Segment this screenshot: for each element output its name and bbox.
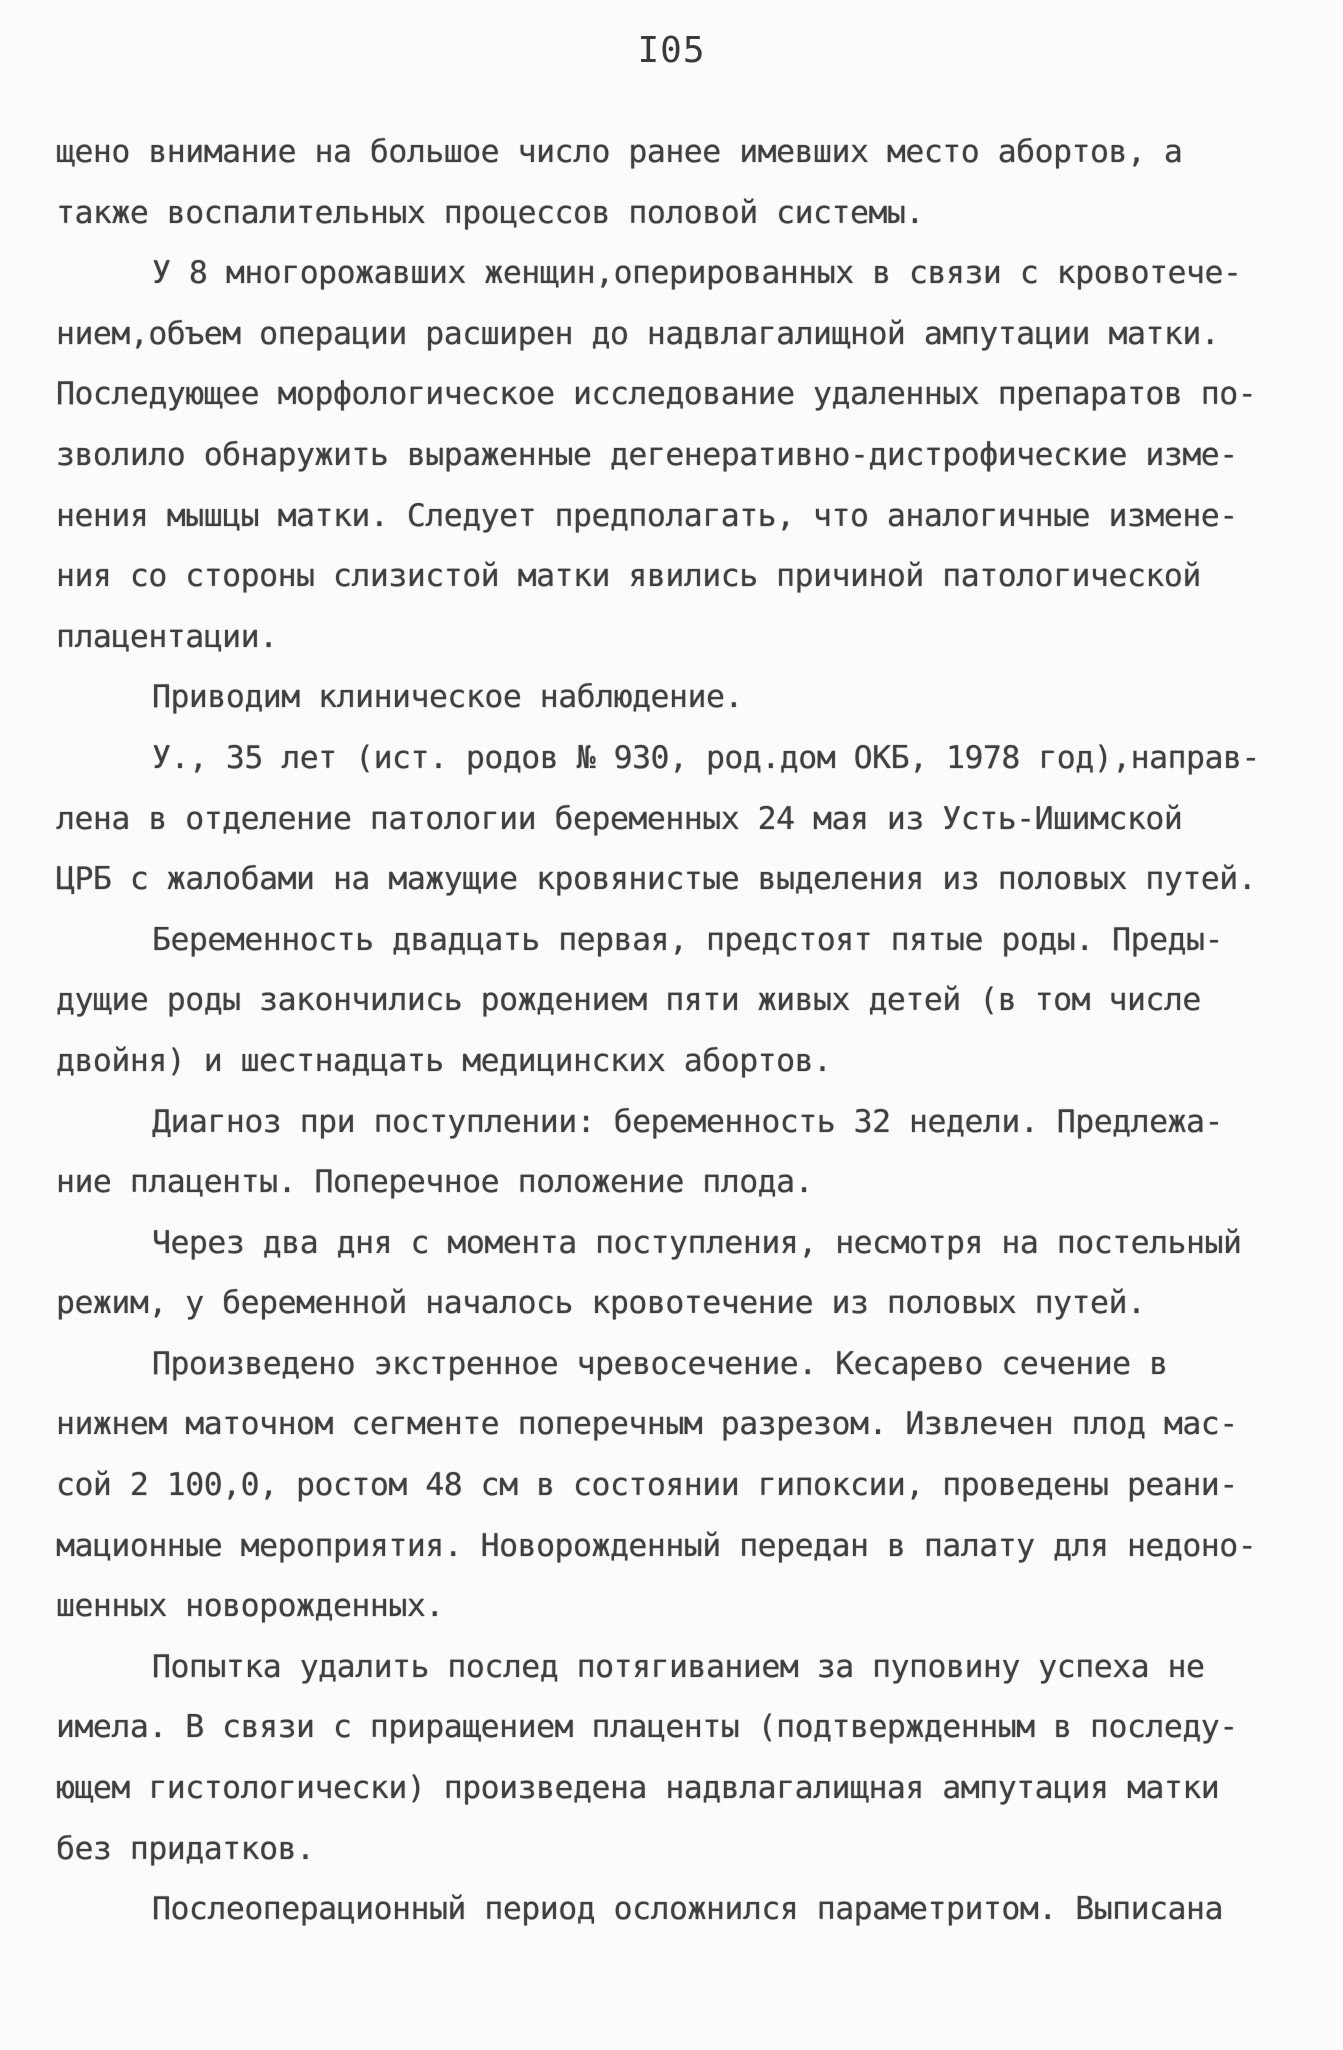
- text-line: Беременность двадцать первая, предстоят пятые роды. Преды-: [152, 921, 1223, 958]
- text-line: режим, у беременной началось кровотечение из половых путей.: [56, 1285, 1146, 1322]
- text-line: зволило обнаружить выраженные дегенеративно-дистрофические изме-: [56, 436, 1238, 473]
- text-line: дущие роды закончились рождением пяти живых детей (в том числе: [56, 982, 1201, 1019]
- text-line: шенных новорожденных.: [56, 1588, 444, 1625]
- body-text: [56, 122, 1296, 1940]
- text-line: Диагноз при поступлении: беременность 32 недели. Предлежа-: [152, 1103, 1223, 1140]
- text-line: также воспалительных процессов половой системы.: [56, 194, 924, 231]
- text-line: нием,объем операции расширен до надвлагалищной ампутации матки.: [56, 315, 1220, 352]
- text-line: Последующее морфологическое исследование удаленных препаратов по-: [56, 376, 1257, 413]
- text-line: щено внимание на большое число ранее имевших место абортов, а: [56, 134, 1183, 170]
- text-line: Приводим клиническое наблюдение.: [152, 679, 743, 716]
- text-line: лена в отделение патологии беременных 24 мая из Усть-Ишимской: [56, 800, 1183, 837]
- text-line: Попытка удалить послед потягиванием за пуповину успеха не: [152, 1648, 1205, 1685]
- text-line: плацентации.: [56, 618, 278, 655]
- text-line: двойня) и шестнадцать медицинских абортов.: [56, 1042, 832, 1079]
- text-line: без придатков.: [56, 1830, 315, 1867]
- text-line: мационные мероприятия. Новорожденный передан в палату для недоно-: [56, 1527, 1257, 1564]
- text-line: имела. В связи с приращением плаценты (подтвержденным в последу-: [56, 1709, 1238, 1746]
- text-line: Через два дня с момента поступления, несмотря на постельный: [152, 1224, 1242, 1261]
- text-line: нения мышцы матки. Следует предполагать, что аналогичные изменe-: [56, 497, 1238, 534]
- text-line: У., 35 лет (ист. родов № 930, род.дом ОКБ, 1978 год),направ-: [152, 739, 1260, 776]
- text-line: сой 2 100,0, ростом 48 см в состоянии гипоксии, проведены реани-: [56, 1467, 1238, 1504]
- text-line: ния со стороны слизистой матки явились причиной патологической: [56, 558, 1201, 595]
- text-line: ние плаценты. Поперечное положение плода.: [56, 1164, 814, 1201]
- text-line: У 8 многорожавших женщин,оперированных в связи с кровотече-: [152, 255, 1242, 292]
- text-line: Произведено экстренное чревосечение. Кесарево сечение в: [152, 1345, 1168, 1382]
- page-number: I05: [637, 30, 706, 71]
- text-line: ЦРБ с жалобами на мажущие кровянистые выделения из половых путей.: [56, 861, 1257, 898]
- text-line: Послеоперационный период осложнился параметритом. Выписана: [152, 1891, 1223, 1928]
- text-line: ющем гистологически) произведена надвлагалищная ампутация матки: [56, 1770, 1220, 1807]
- text-line: нижнем маточном сегменте поперечным разрезом. Извлечен плод мас-: [56, 1406, 1238, 1443]
